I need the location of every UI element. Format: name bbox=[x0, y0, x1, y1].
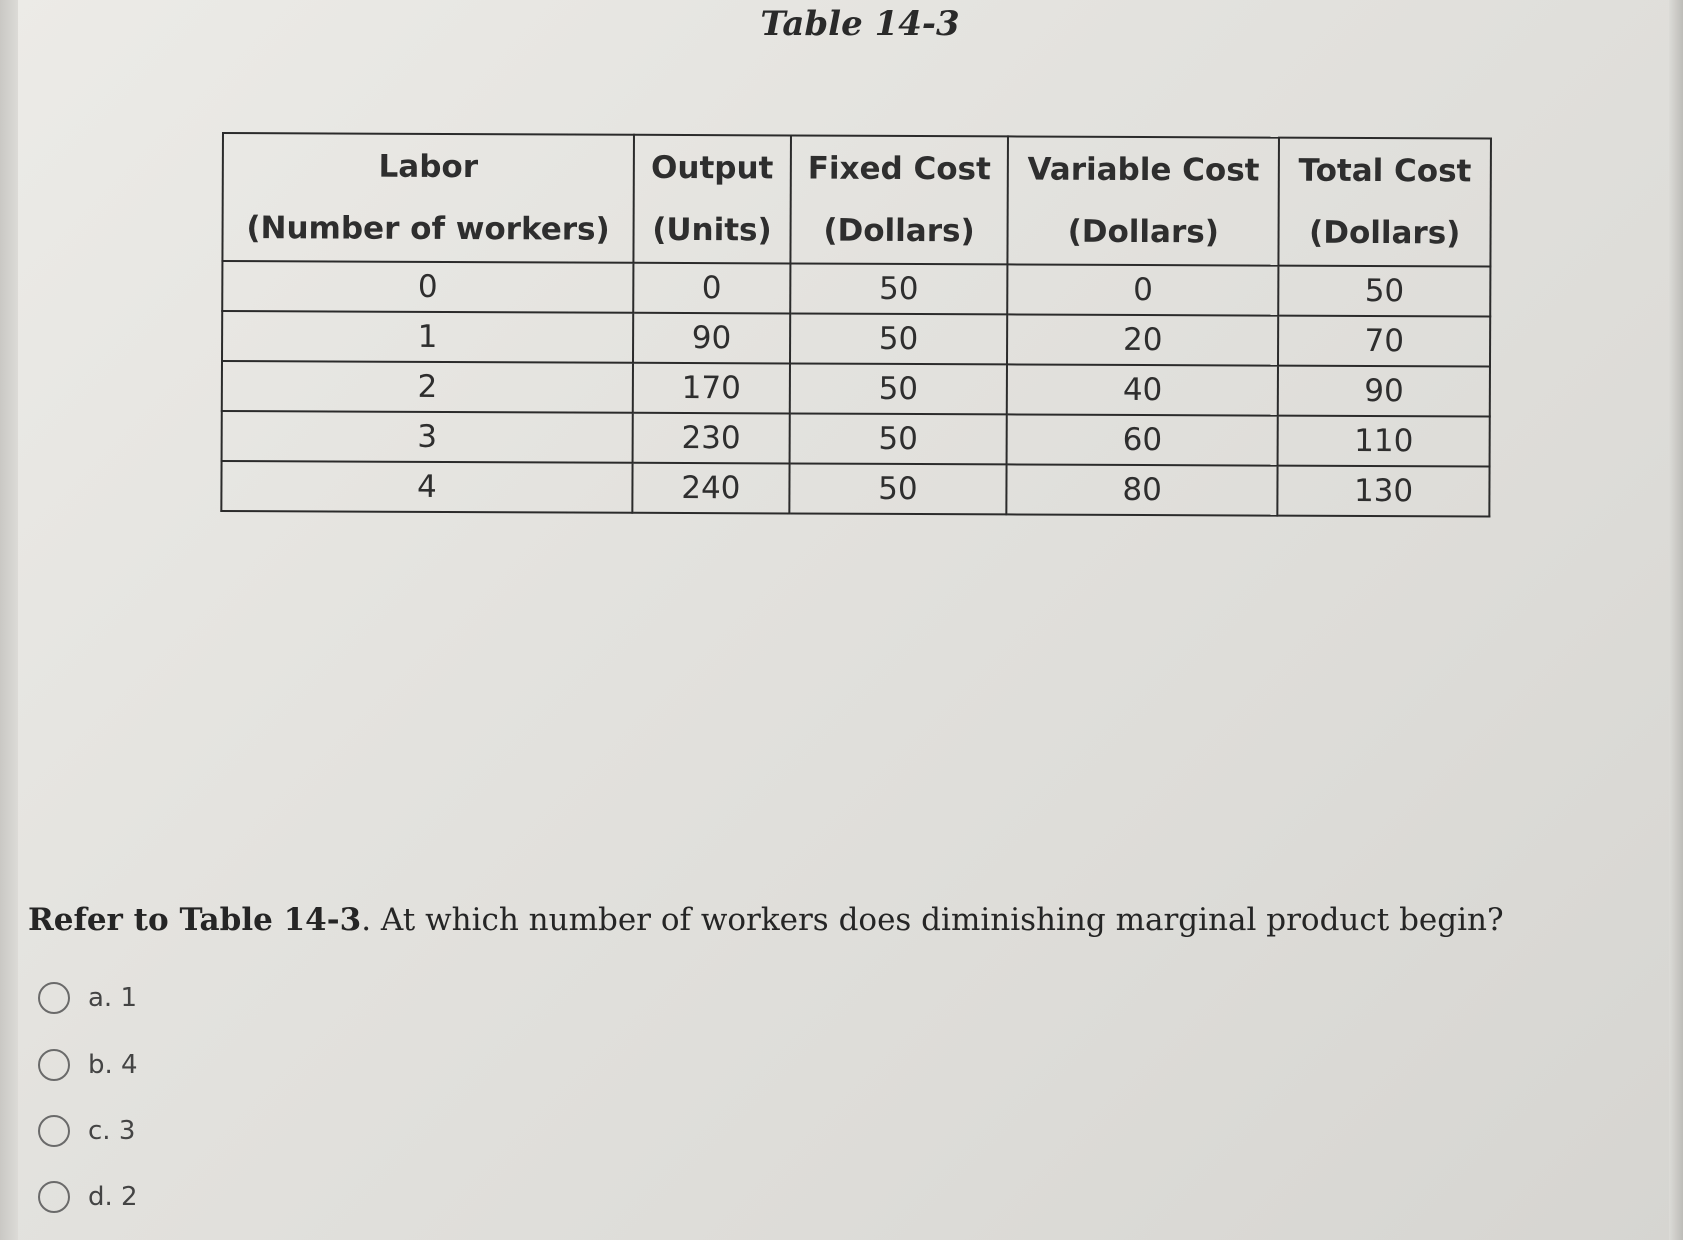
header-total-cost bbox=[1279, 138, 1491, 267]
table-cell: 90 bbox=[633, 313, 790, 364]
table-cell: 80 bbox=[1006, 464, 1277, 515]
option-label: b. 4 bbox=[88, 1050, 138, 1080]
page-edge bbox=[1669, 0, 1683, 1240]
radio-button[interactable] bbox=[38, 1049, 70, 1081]
table-cell: 50 bbox=[789, 413, 1006, 464]
table-cell: 2 bbox=[222, 361, 633, 413]
table-cell: 90 bbox=[1278, 366, 1490, 417]
table-title: Table 14-3 bbox=[760, 4, 960, 44]
table-cell: 0 bbox=[222, 261, 633, 313]
question-reference: Refer to Table 14-3 bbox=[28, 902, 362, 938]
answer-option-a[interactable] bbox=[38, 978, 137, 1018]
answer-option-b[interactable] bbox=[38, 1045, 138, 1085]
table-cell: 110 bbox=[1278, 416, 1490, 467]
answer-option-d[interactable] bbox=[38, 1177, 138, 1217]
header-line: (Dollars) bbox=[823, 212, 975, 250]
table-row bbox=[222, 261, 1490, 317]
table-cell: 20 bbox=[1007, 314, 1278, 365]
option-label: d. 2 bbox=[88, 1182, 138, 1212]
header-line: Variable Cost bbox=[1027, 151, 1260, 189]
header-line: (Dollars) bbox=[1067, 213, 1219, 251]
header-line: Output bbox=[651, 149, 774, 187]
table-cell: 4 bbox=[221, 461, 632, 513]
table-row bbox=[222, 411, 1490, 467]
header-line: Labor bbox=[378, 148, 479, 186]
table-row bbox=[222, 311, 1490, 367]
header-output bbox=[633, 135, 790, 264]
table-cell: 0 bbox=[633, 263, 790, 314]
header-labor bbox=[222, 133, 634, 263]
radio-button[interactable] bbox=[38, 1115, 70, 1147]
radio-button[interactable] bbox=[38, 982, 70, 1014]
cost-table bbox=[220, 132, 1492, 518]
answer-option-c[interactable] bbox=[38, 1111, 135, 1151]
table-cell: 230 bbox=[633, 413, 790, 464]
question-body: . At which number of workers does diminishing marginal product begin? bbox=[361, 902, 1504, 938]
header-variable-cost bbox=[1008, 136, 1280, 265]
table-cell: 0 bbox=[1007, 264, 1278, 315]
table-cell: 50 bbox=[790, 313, 1007, 364]
option-label: a. 1 bbox=[88, 983, 138, 1013]
table-cell: 130 bbox=[1278, 466, 1490, 517]
table-cell: 50 bbox=[790, 263, 1007, 314]
table-cell: 1 bbox=[222, 311, 633, 363]
table-row bbox=[221, 461, 1489, 517]
header-line: (Number of workers) bbox=[246, 210, 610, 248]
table-cell: 170 bbox=[633, 363, 790, 414]
option-label: c. 3 bbox=[88, 1116, 136, 1146]
table-cell: 240 bbox=[632, 463, 789, 514]
header-line: (Units) bbox=[652, 211, 772, 249]
table-cell: 50 bbox=[1279, 266, 1491, 317]
page-edge bbox=[0, 0, 18, 1240]
table-cell: 50 bbox=[789, 463, 1006, 514]
header-line: (Dollars) bbox=[1309, 214, 1461, 252]
radio-button[interactable] bbox=[38, 1181, 70, 1213]
table-cell: 3 bbox=[222, 411, 633, 463]
question-text bbox=[28, 902, 1504, 938]
table-row bbox=[222, 361, 1490, 417]
table-cell: 50 bbox=[790, 363, 1007, 414]
table-cell: 60 bbox=[1007, 414, 1278, 465]
header-line: Fixed Cost bbox=[807, 150, 991, 188]
table-cell: 40 bbox=[1007, 364, 1278, 415]
table-header-row bbox=[222, 133, 1491, 267]
header-line: Total Cost bbox=[1298, 152, 1472, 190]
table-cell: 70 bbox=[1278, 316, 1490, 367]
header-fixed-cost bbox=[790, 135, 1008, 264]
